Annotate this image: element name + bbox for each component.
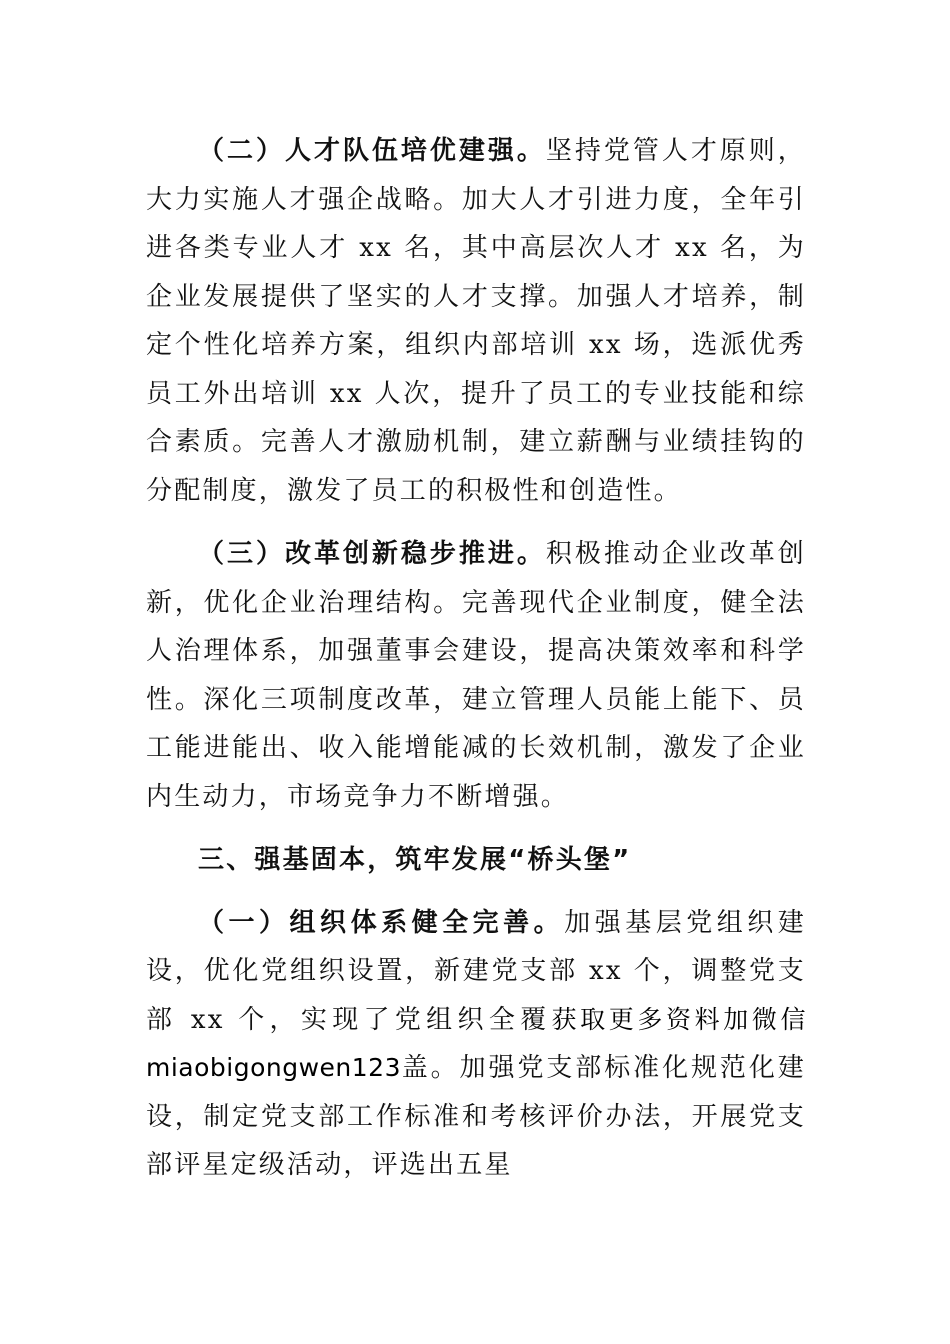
paragraph-lead-organization-system: （一）组织体系健全完善。 [198, 907, 565, 938]
paragraph-organization-system [146, 899, 806, 1190]
document-body [146, 127, 806, 1205]
watermark-text: 获取更多资料加微信 miaobigongwen123 [146, 1004, 806, 1082]
paragraph-text-talent-team: 坚持党管人才原则，大力实施人才强企战略。加大人才引进力度，全年引进各类专业人才 xx 名，其中高层次人才 xx 名，为企业发展提供了坚实的人才支撑。加强人才培养，制定个性化培养方案，组织内部培训 xx 场，选派优秀员工外出培训 xx 人次，提升了员工的专业技能和综合素质。完善人才激励机制，建立薪酬与业绩挂钩的分配制度，激发了员工的积极性和创造性。 [146, 136, 806, 506]
section-heading-3: 三、强基固本，筑牢发展“桥头堡” [198, 845, 632, 875]
paragraph-text-organization-part1: 加强基层党组织建设，优化党组织设置，新建党支部 xx 个，调整党支部 xx 个，实现了党组织全覆 [146, 907, 806, 1035]
paragraph-lead-talent-team: （二）人才队伍培优建强。 [198, 136, 546, 166]
paragraph-talent-team [146, 127, 806, 515]
paragraph-lead-reform-innovation: （三）改革创新稳步推进。 [198, 539, 546, 569]
paragraph-reform-innovation [146, 530, 806, 821]
paragraph-text-reform-innovation: 积极推动企业改革创新，优化企业治理结构。完善现代企业制度，健全法人治理体系，加强董事会建设，提高决策效率和科学性。深化三项制度改革，建立管理人员能上能下、员工能进能出、收入能增能减的长效机制，激发了企业内生动力，市场竞争力不断增强。 [146, 539, 806, 812]
paragraph-text-organization-part2: 盖。加强党支部标准化规范化建设，制定党支部工作标准和考核评价办法，开展党支部评星定级活动，评选出五星 [146, 1053, 806, 1180]
